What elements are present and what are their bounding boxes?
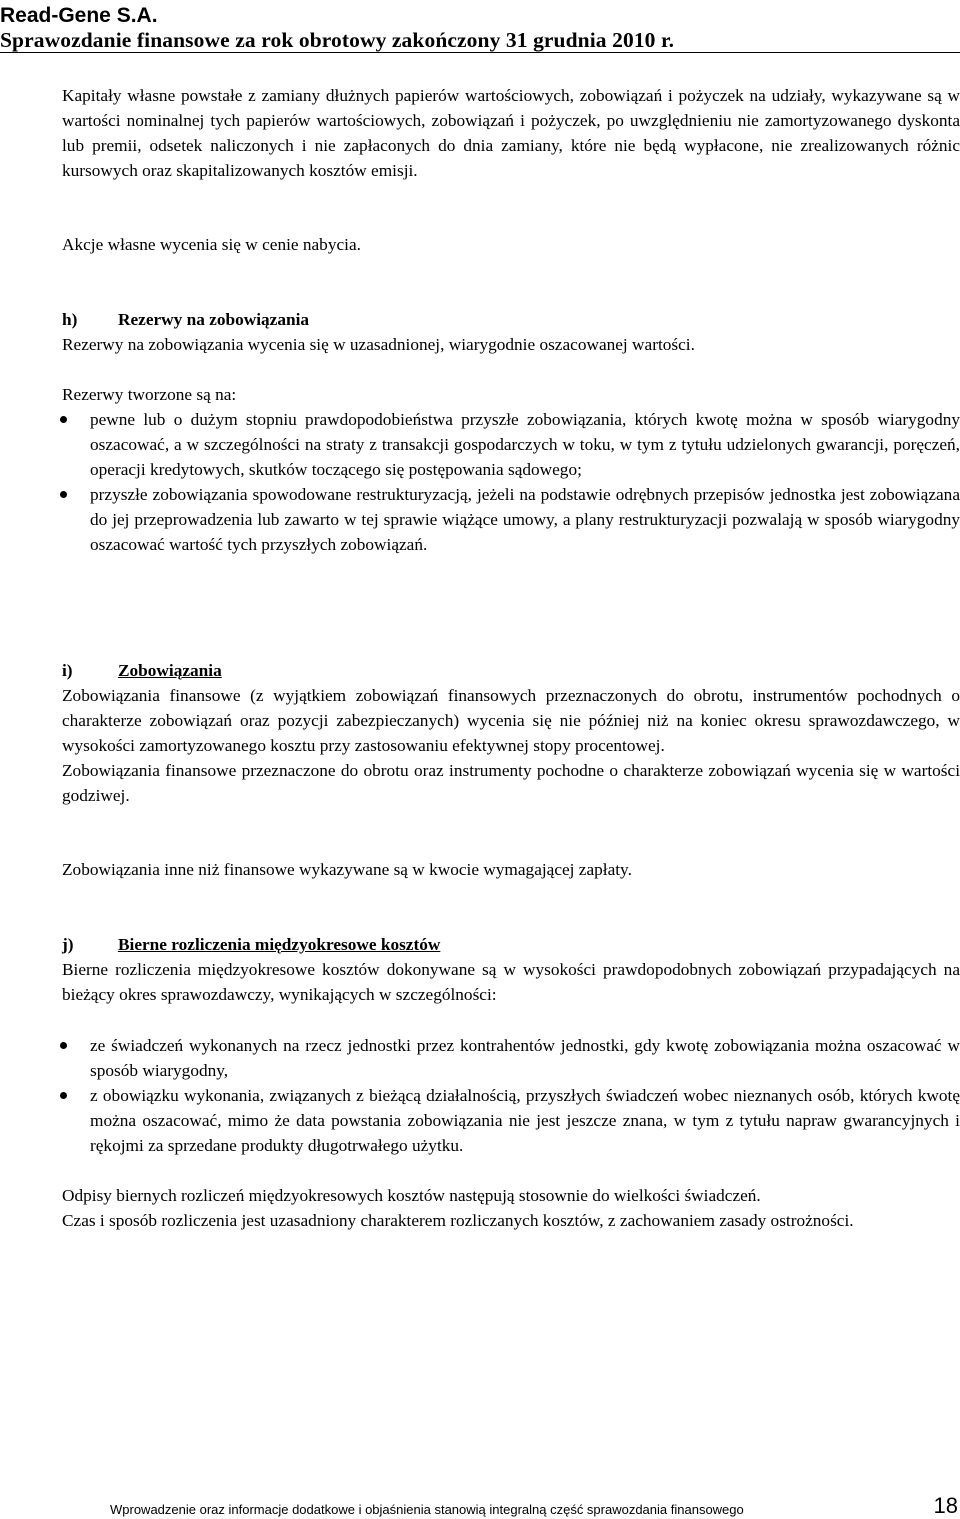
section-h-heading xyxy=(62,307,309,332)
section-j-paragraph: Bierne rozliczenia międzyokresowe kosztów dokonywane są w wysokości prawdopodobnych zobowiązań przypadających na bieżący okres sprawozdawczy, wynikających w szczególności: xyxy=(62,960,960,1004)
section-j-closing xyxy=(62,1183,960,1233)
page-number: 18 xyxy=(933,1493,958,1518)
bullet-icon xyxy=(60,416,67,423)
section-j-bullet-list xyxy=(62,1033,960,1158)
section-h-bullet-list xyxy=(62,407,960,557)
footer-note: Wprowadzenie oraz informacje dodatkowe i objaśnienia stanowią integralną część sprawozdania finansowego xyxy=(110,1502,744,1517)
section-i-heading xyxy=(62,658,222,683)
section-j-title: Bierne rozliczenia międzyokresowe kosztów xyxy=(118,935,441,954)
intro-section xyxy=(62,83,960,183)
bullet-text: ze świadczeń wykonanych na rzecz jednostki przez kontrahentów jednostki, gdy kwotę zobowiązania można oszacować w sposób wiarygodny, xyxy=(90,1036,960,1080)
list-item xyxy=(62,482,960,557)
section-j-closing-2: Czas i sposób rozliczenia jest uzasadniony charakterem rozliczanych kosztów, z zachowaniem zasady ostrożności. xyxy=(62,1211,854,1230)
bullet-icon xyxy=(60,1042,67,1049)
section-h-lead: Rezerwy tworzone są na: xyxy=(62,385,237,404)
section-h-letter: h) xyxy=(62,310,78,329)
section-h-title: Rezerwy na zobowiązania xyxy=(118,310,310,329)
report-title: Sprawozdanie finansowe za rok obrotowy zakończony 31 grudnia 2010 r. xyxy=(0,28,675,52)
list-item xyxy=(62,1033,960,1083)
section-i-paragraph-3: Zobowiązania inne niż finansowe wykazywane są w kwocie wymagającej zapłaty. xyxy=(62,860,632,879)
bullet-text: z obowiązku wykonania, związanych z bieżącą działalnością, przyszłych świadczeń wobec nieznanych osób, których kwotę można oszacować, mimo że data powstania zobowiązania nie jest jeszcze znana, w tym z tytułu napraw gwarancyjnych i rękojmi za sprzedane produkty długotrwałego użytku. xyxy=(90,1086,960,1155)
bullet-text: pewne lub o dużym stopniu prawdopodobieństwa przyszłe zobowiązania, których kwotę można w sposób wiarygodny oszacować, a w szczególności na straty z transakcji gospodarczych w toku, w tym z tytułu udzielonych gwarancji, poręczeń, operacji kredytowych, skutków toczącego się postępowania sądowego; xyxy=(90,410,960,479)
section-j-closing-1: Odpisy biernych rozliczeń międzyokresowych kosztów następują stosownie do wielkości świadczeń. xyxy=(62,1186,761,1205)
section-i-letter: i) xyxy=(62,661,73,680)
list-item xyxy=(62,1083,960,1158)
section-i-title: Zobowiązania xyxy=(118,661,222,680)
section-j-heading xyxy=(62,932,440,957)
section-i-body xyxy=(62,683,960,808)
section-i-paragraph-1: Zobowiązania finansowe (z wyjątkiem zobowiązań finansowych przeznaczonych do obrotu, instrumentów pochodnych o charakterze zobowiązań oraz pozycji zabezpieczanych) wycenia się nie później niż na koniec okresu sprawozdawczego, w wysokości zamortyzowanego kosztu przy zastosowaniu efektywnej stopy procentowej. xyxy=(62,686,960,755)
header-divider xyxy=(0,52,960,53)
bullet-icon xyxy=(60,1092,67,1099)
section-j-letter: j) xyxy=(62,935,74,954)
list-item xyxy=(62,407,960,482)
bullet-text: przyszłe zobowiązania spowodowane restrukturyzacją, jeżeli na podstawie odrębnych przepisów jednostka jest zobowiązana do jej przeprowadzenia lub zawarto w tej sprawie wiążące umowy, a plany restrukturyzacji pozwalają w sposób wiarygodny oszacować wartość tych przyszłych zobowiązań. xyxy=(90,485,960,554)
treasury-shares-text: Akcje własne wycenia się w cenie nabycia. xyxy=(62,235,361,254)
section-h-paragraph: Rezerwy na zobowiązania wycenia się w uzasadnionej, wiarygodnie oszacowanej wartości. xyxy=(62,335,695,354)
bullet-icon xyxy=(60,491,67,498)
equity-paragraph: Kapitały własne powstałe z zamiany dłużnych papierów wartościowych, zobowiązań i pożyczek na udziały, wykazywane są w wartości nominalnej tych papierów wartościowych, zobowiązań i pożyczek, po uwzględnieniu nie zamortyzowanego dyskonta lub premii, odsetek naliczonych i nie zapłaconych do dnia zamiany, które nie będą wypłacone, nie zrealizowanych różnic kursowych oraz skapitalizowanych kosztów emisji. xyxy=(62,86,960,180)
company-name: Read-Gene S.A. xyxy=(0,4,158,27)
section-i-paragraph-2: Zobowiązania finansowe przeznaczone do obrotu oraz instrumenty pochodne o charakterze zobowiązań wycenia się w wartości godziwej. xyxy=(62,761,960,805)
